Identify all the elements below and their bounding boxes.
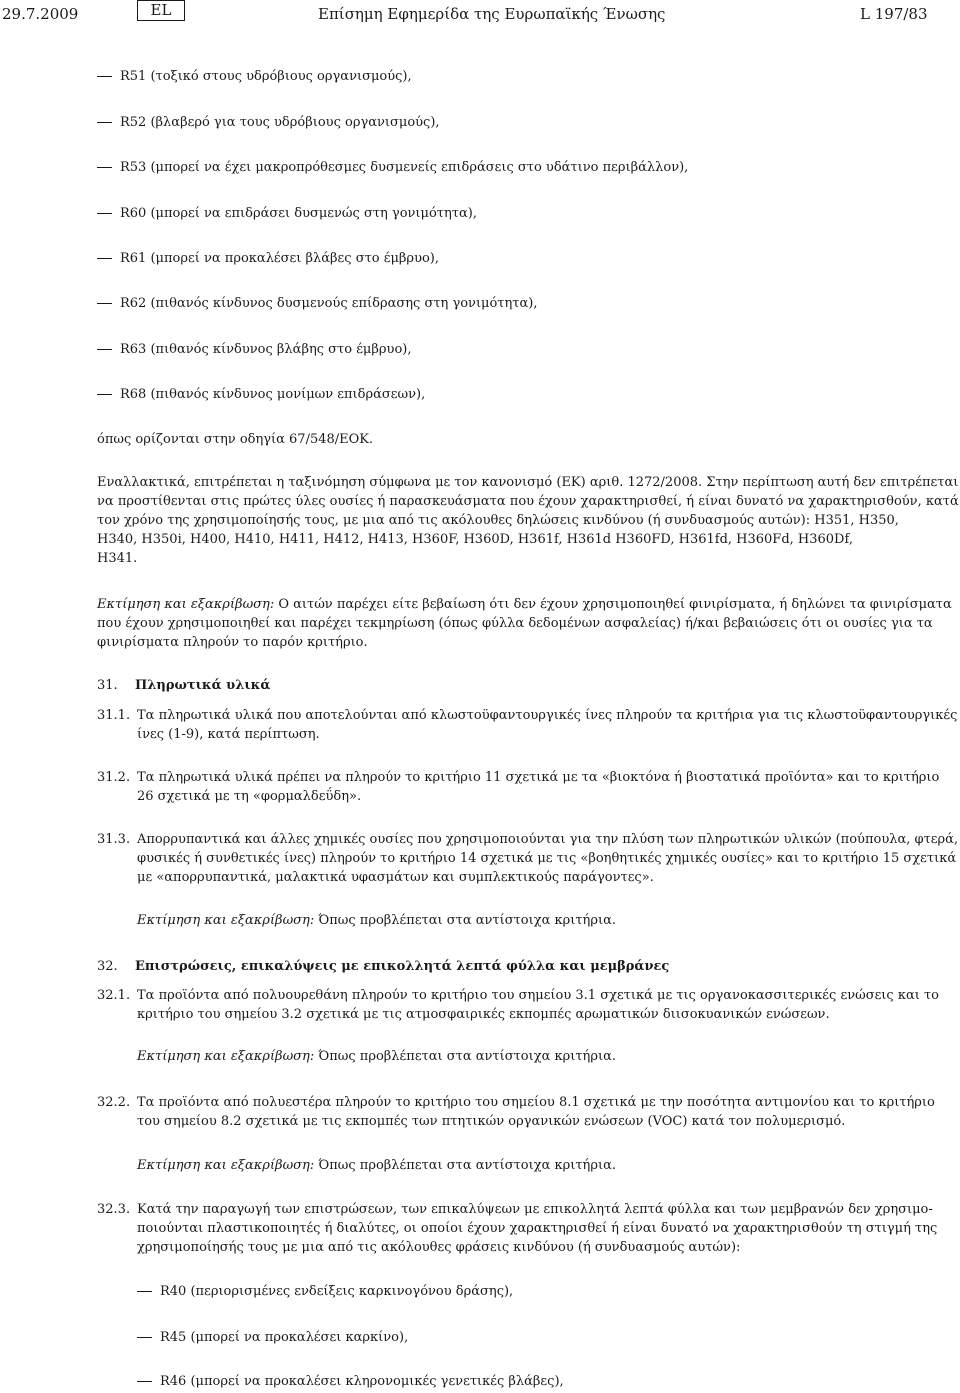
r-list-item: R45 (μπορεί να προκαλέσει καρκίνο),	[137, 1330, 408, 1346]
r-list-item: R40 (περιορισμένες ενδείξεις καρκινογόνου δράσης),	[137, 1284, 513, 1300]
assessment-line: που έχουν χρησιμοποιηθεί και παρέχει τεκμηρίωση (όπως φύλλα δεδομένων ασφαλείας) ή/και βεβαιώσεις ότι οι ουσίες για τα	[97, 616, 933, 631]
item-32-2: 32.2. Τα προϊόντα από πολυεστέρα πληρούν το κριτήριο του σημείου 8.1 σχετικά με την ποσότητα αντιμονίου και το κριτήριο	[97, 1095, 935, 1110]
r-list-item: R63 (πιθανός κίνδυνος βλάβης στο έμβρυο),	[97, 342, 411, 358]
item-32-3: 32.3. Κατά την παραγωγή των επιστρώσεων, των επικαλύψεων με επικολλητά λεπτά φύλλα και των μεμβρανών δεν χρησιμο-	[97, 1202, 933, 1217]
alternative-line: H341.	[97, 551, 138, 566]
dash-icon	[97, 122, 112, 123]
item-line: ίνες (1-9), κατά περίπτωση.	[137, 727, 320, 742]
assessment-note: Εκτίμηση και εξακρίβωση: Όπως προβλέπεται στα αντίστοιχα κριτήρια.	[137, 1158, 616, 1173]
header-date: 29.7.2009	[2, 5, 79, 23]
r-list-item: R46 (μπορεί να προκαλέσει κληρονομικές γενετικές βλάβες),	[137, 1374, 564, 1390]
assessment-line: Εκτίμηση και εξακρίβωση: Ο αιτών παρέχει είτε βεβαίωση ότι δεν έχουν χρησιμοποιηθεί φινιρίσματα, ή δηλώνει τα φινιρίσματα	[97, 597, 952, 612]
dash-icon	[97, 76, 112, 77]
page-header	[0, 0, 960, 26]
header-language-box: EL	[137, 0, 185, 21]
item-31-1: 31.1. Τα πληρωτικά υλικά που αποτελούνται από κλωστοϋφαντουργικές ίνες πληρούν τα κριτήρια για τις κλωστοϋφαντουργικές	[97, 708, 958, 723]
assessment-note: Εκτίμηση και εξακρίβωση: Όπως προβλέπεται στα αντίστοιχα κριτήρια.	[137, 1049, 616, 1064]
directive-reference: όπως ορίζονται στην οδηγία 67/548/ΕΟΚ.	[97, 432, 374, 447]
item-line: χρησιμοποίησής τους με μια από τις ακόλουθες φράσεις κινδύνου (ή συνδυασμούς αυτών):	[137, 1240, 741, 1255]
section-title: Επιστρώσεις, επικαλύψεις με επικολλητά λεπτά φύλλα και μεμβράνες	[135, 959, 670, 974]
dash-icon	[137, 1291, 152, 1292]
item-line: κριτήριο του σημείου 3.2 σχετικά με τις ατμοσφαιρικές εκπομπές αρωματικών διισοκυανικών ενώσεων.	[137, 1007, 830, 1022]
section-heading: 32. Επιστρώσεις, επικαλύψεις με επικολλητά λεπτά φύλλα και μεμβράνες	[97, 959, 670, 974]
item-32-1: 32.1. Τα προϊόντα από πολυουρεθάνη πληρούν το κριτήριο του σημείου 3.1 σχετικά με τις οργανοκασσιτερικές ενώσεις και το	[97, 988, 939, 1003]
assessment-label: Εκτίμηση και εξακρίβωση:	[97, 597, 275, 612]
dash-icon	[97, 303, 112, 304]
dash-icon	[97, 258, 112, 259]
item-line: ποιούνται πλαστικοποιητές ή διαλύτες, οι οποίοι έχουν χαρακτηρισθεί ή είναι δυνατό να χαρακτηρισθούν τη στιγμή της	[137, 1221, 938, 1236]
item-line: με «απορρυπαντικά, μαλακτικά υφασμάτων και συμπλεκτικούς παράγοντες».	[137, 870, 654, 885]
r-list-item: R62 (πιθανός κίνδυνος δυσμενούς επίδρασης στη γονιμότητα),	[97, 296, 537, 312]
r-list-item: R52 (βλαβερό για τους υδρόβιους οργανισμούς),	[97, 115, 440, 131]
item-line: 26 σχετικά με τη «φορμαλδεΰδη».	[137, 789, 362, 804]
dash-icon	[97, 167, 112, 168]
dash-icon	[137, 1381, 152, 1382]
item-31-2: 31.2. Τα πληρωτικά υλικά πρέπει να πληρούν το κριτήριο 11 σχετικά με τα «βιοκτόνα ή βιοστατικά προϊόντα» και το κριτήριο	[97, 770, 940, 785]
dash-icon	[137, 1337, 152, 1338]
alternative-line: να προστίθενται στις πρώτες ύλες ουσίες ή παρασκευάσματα που έχουν χαρακτηρισθεί, ή είναι δυνατό να χαρακτηρισθούν, κατά	[97, 494, 959, 509]
item-line: του σημείου 8.2 σχετικά με τις εκπομπές των πτητικών οργανικών ενώσεων (VOC) κατά τον πολυμερισμό.	[137, 1114, 846, 1129]
alternative-line: Εναλλακτικά, επιτρέπεται η ταξινόμηση σύμφωνα με τον κανονισμό (ΕΚ) αριθ. 1272/2008. Στην περίπτωση αυτή δεν επιτρέπεται	[97, 475, 959, 490]
section-heading: 31. Πληρωτικά υλικά	[97, 678, 271, 693]
item-31-3: 31.3. Απορρυπαντικά και άλλες χημικές ουσίες που χρησιμοποιούνται για την πλύση των πληρωτικών υλικών (πούπουλα, φτερά,	[97, 832, 959, 847]
item-line: φυσικές ή συνθετικές ίνες) πληρούν το κριτήριο 14 σχετικά με τις «βοηθητικές χημικές ουσίες» και το κριτήριο 15 σχετικά	[137, 851, 957, 866]
r-list-item: R61 (μπορεί να προκαλέσει βλάβες στο έμβρυο),	[97, 251, 439, 267]
r-list-item: R68 (πιθανός κίνδυνος μονίμων επιδράσεων),	[97, 387, 425, 403]
dash-icon	[97, 213, 112, 214]
section-title: Πληρωτικά υλικά	[135, 678, 271, 693]
r-list-item: R53 (μπορεί να έχει μακροπρόθεσμες δυσμενείς επιδράσεις στο υδάτινο περιβάλλον),	[97, 160, 688, 176]
r-list-item: R51 (τοξικό στους υδρόβιους οργανισμούς),	[97, 69, 412, 85]
dash-icon	[97, 394, 112, 395]
alternative-line: H340, H350i, H400, H410, H411, H412, H413, H360F, H360D, H361f, H361d H360FD, H361fd, H360Fd, H360Df,	[97, 532, 853, 547]
dash-icon	[97, 349, 112, 350]
alternative-line: τον χρόνο της χρησιμοποίησής τους, με μια από τις ακόλουθες δηλώσεις κινδύνου (ή συνδυασμούς αυτών): H351, H350,	[97, 513, 899, 528]
header-page-number: L 197/83	[860, 5, 928, 23]
r-list-item: R60 (μπορεί να επιδράσει δυσμενώς στη γονιμότητα),	[97, 206, 477, 222]
assessment-line: φινιρίσματα πληρούν το παρόν κριτήριο.	[97, 635, 368, 650]
assessment-note: Εκτίμηση και εξακρίβωση: Όπως προβλέπεται στα αντίστοιχα κριτήρια.	[137, 913, 616, 928]
header-journal-title: Επίσημη Εφημερίδα της Ευρωπαϊκής Ένωσης	[318, 5, 666, 23]
